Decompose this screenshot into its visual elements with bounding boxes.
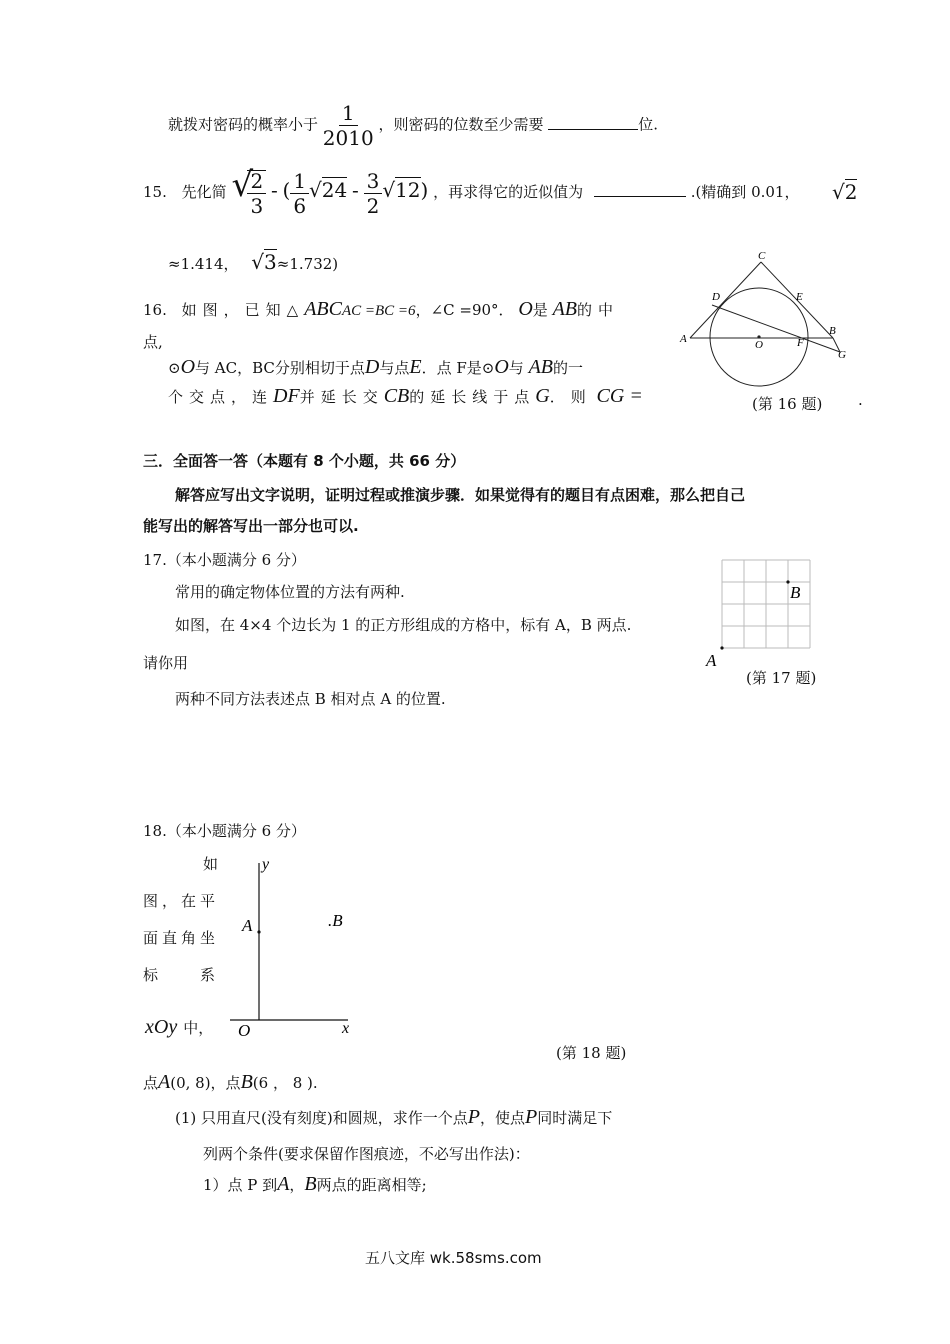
q18-label-o: O xyxy=(238,1021,251,1040)
q16-label-e: E xyxy=(796,291,803,303)
q15-approx-1: ≈1.414， xyxy=(168,255,239,273)
q15-mid: ，再求得它的近似值为 xyxy=(433,183,584,201)
q16-label-o: O xyxy=(755,339,763,351)
q16-then: ．则 xyxy=(549,388,592,406)
q16-e: E xyxy=(409,356,422,378)
q16-o3: O xyxy=(494,356,509,378)
q17-label-a: A xyxy=(706,651,717,670)
q17-line-1: 常用的确定物体位置的方法有两种. xyxy=(175,583,405,601)
q15-rad-2: √12 xyxy=(382,178,421,202)
q16-cb: CB xyxy=(383,385,410,407)
q15-frac-1: $\frac{1}{6}$ xyxy=(290,171,309,216)
q18-point-a xyxy=(257,930,260,933)
q17-label-b: B xyxy=(790,583,801,602)
q16-caption: (第 16 题) xyxy=(752,395,823,413)
section3-instruction-2: 能写出的解答写出一部分也可以. xyxy=(143,517,359,535)
q15-number: 15. xyxy=(143,183,167,201)
q16-is: 是 xyxy=(532,301,548,319)
q15-minus-1: - xyxy=(270,178,278,202)
q18-cond1-comma: ， xyxy=(289,1176,305,1194)
q18-cond1-line xyxy=(203,1173,427,1196)
q14-answer-blank xyxy=(548,115,638,130)
q18-pt-a: A xyxy=(158,1071,171,1093)
q16-label-b: B xyxy=(829,325,836,337)
q15-answer-blank xyxy=(594,182,686,197)
q15-paren-open: ( xyxy=(282,178,291,202)
q16-ext-line: 的延长线于点 xyxy=(409,388,536,406)
q18-label-b: .B xyxy=(328,911,343,930)
q16-extend: 并延长交 xyxy=(299,388,384,406)
q18-b-coords: (6 ， 8 ). xyxy=(252,1074,318,1092)
q16-figure xyxy=(676,248,846,393)
q16-g: G xyxy=(535,385,550,407)
q18-a-coords: (0, 8)，点 xyxy=(170,1074,241,1092)
q18-cond1a: 1）点 P 到 xyxy=(203,1176,278,1194)
q18-label-a: A xyxy=(242,916,253,935)
q16-d: D xyxy=(364,356,380,378)
q16-ab: AB xyxy=(552,298,578,320)
q14-mid: ，则密码的位数至少需要 xyxy=(378,115,544,134)
q18-point-word: 点 xyxy=(143,1074,159,1092)
q16-line-3 xyxy=(168,356,583,379)
q15-minus-2: - xyxy=(352,178,359,202)
q16-label-f: F xyxy=(797,337,804,349)
q16-label-d: D xyxy=(712,291,720,303)
q18-part1c: 同时满足下 xyxy=(537,1109,613,1127)
q16-line-1 xyxy=(143,298,619,321)
q15-sqrt2: √2 xyxy=(832,180,858,204)
q18-cond1c: 两点的距离相等; xyxy=(316,1176,427,1194)
q16-label-a: A xyxy=(680,333,687,345)
q16-and-pt: 与点 xyxy=(379,359,410,377)
q18-part1a: (1) 只用直尺(没有刻度)和圆规，求作一个点 xyxy=(175,1109,468,1127)
q14-tail: 位. xyxy=(638,115,659,134)
q16-with: 与 xyxy=(508,359,524,377)
q16-o2: O xyxy=(180,356,196,378)
q15-tail: .(精确到 0.01， xyxy=(690,183,800,201)
q16-abc: ABC xyxy=(304,298,342,320)
q18-pt-b: B xyxy=(240,1071,253,1093)
q16-number: 16. xyxy=(143,301,167,319)
q16-df: DF xyxy=(273,385,300,407)
q18-axes-figure xyxy=(230,855,360,1045)
q16-trailing-dot: . xyxy=(858,391,863,409)
q16-o: O xyxy=(518,298,533,320)
q15-approx-line xyxy=(168,250,338,274)
q15-lead: 先化简 xyxy=(181,183,227,201)
q18-col-text-1: 如 xyxy=(203,855,219,873)
q15-line xyxy=(143,165,800,218)
q16-one-of: 的一 xyxy=(553,359,584,377)
q17-point-a xyxy=(720,646,723,649)
q15-rad-1: √24 xyxy=(309,178,348,202)
q16-mid-of: 的中 xyxy=(577,301,620,319)
q18-xoy-line xyxy=(145,1016,213,1039)
q15-sqrt3: √3 xyxy=(251,250,277,274)
q17-grid xyxy=(722,560,810,648)
q17-line-4: 两种不同方法表述点 B 相对点 A 的位置. xyxy=(175,690,446,708)
q16-label-c: C xyxy=(758,250,766,262)
section3-title: 三．全面答一答（本题有 8 个小题，共 66 分） xyxy=(143,452,466,470)
page-footer: 五八文库 wk.58sms.com xyxy=(365,1249,542,1267)
q18-label-y: y xyxy=(262,856,270,873)
q16-cg: CG = xyxy=(596,385,643,407)
q16-ab2: AB xyxy=(528,356,554,378)
q18-cond1-a: A xyxy=(277,1173,290,1195)
q16-pt-f: ．点 F是⊙ xyxy=(421,359,495,377)
q17-grid-figure xyxy=(700,558,840,678)
q18-col-text-2: 图，在平 xyxy=(143,892,220,910)
q14-line xyxy=(168,103,658,148)
q18-zhong: 中， xyxy=(183,1019,214,1037)
q18-xoy: xOy xyxy=(145,1016,178,1038)
q18-part1d: 列两个条件(要求保留作图痕迹，不必写出作法)： xyxy=(203,1145,530,1163)
q15-sqrt-frac: √ $\frac{2}{3}$ xyxy=(231,170,266,216)
q18-caption: (第 18 题) xyxy=(556,1044,627,1062)
q14-lead: 就拨对密码的概率小于 xyxy=(168,115,319,134)
q18-p1: P xyxy=(467,1106,480,1128)
section3-instruction-1: 解答应写出文字说明，证明过程或推演步骤．如果觉得有的题目有点困难，那么把自己 xyxy=(175,486,746,504)
q16-ac-eq: AC =BC =6 xyxy=(341,303,416,319)
q16-angle: ，∠C =90°． xyxy=(415,301,514,319)
q17-line-3: 请你用 xyxy=(143,654,189,672)
q18-p2: P xyxy=(524,1106,538,1128)
q14-fraction: $\frac{1}{2010}$ xyxy=(322,101,374,150)
q15-paren-close: ) xyxy=(420,178,429,202)
q16-line-dg xyxy=(712,305,840,352)
q15-frac-2: $\frac{3}{2}$ xyxy=(364,171,383,216)
q16-side-ac xyxy=(690,262,761,338)
q18-part1b: ，使点 xyxy=(479,1109,525,1127)
q18-part1-line xyxy=(175,1106,612,1129)
q16-connect: 个交点，连 xyxy=(168,388,274,406)
q16-label-g: G xyxy=(838,349,846,361)
q17-header: 17.（本小题满分 6 分） xyxy=(143,551,306,569)
q18-header: 18.（本小题满分 6 分） xyxy=(143,822,306,840)
q17-line-2: 如图，在 4×4 个边长为 1 的正方形组成的方格中，标有 A，B 两点. xyxy=(175,616,632,634)
q18-label-x: x xyxy=(342,1020,350,1037)
q16-tangent-text: 与 AC，BC分别相切于点 xyxy=(195,359,365,377)
q18-col-text-3: 面直角坐 xyxy=(143,929,220,947)
q18-points-line xyxy=(143,1071,318,1094)
q16-intro: 如图，已知△ xyxy=(181,301,305,319)
q17-caption: (第 17 题) xyxy=(746,669,817,687)
q16-line-4 xyxy=(168,385,643,408)
q16-circle-symbol: ⊙ xyxy=(168,359,181,377)
q18-cond1-b: B xyxy=(304,1173,317,1195)
q18-col-text-4: 标 系 xyxy=(143,966,220,984)
q15-approx-2: ≈1.732) xyxy=(276,255,339,273)
q16-line-2: 点, xyxy=(143,333,163,351)
